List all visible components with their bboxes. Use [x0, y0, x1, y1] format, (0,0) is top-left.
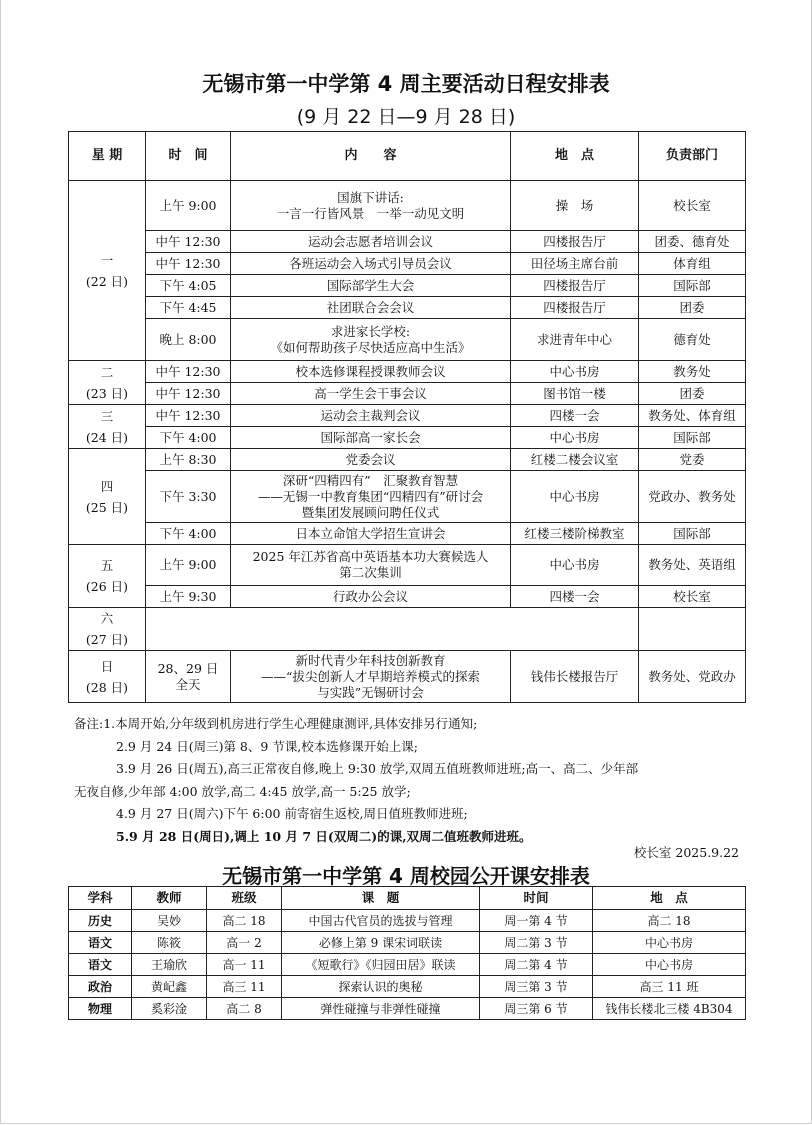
dept-cell: 党委	[639, 449, 746, 471]
content-cell: 日本立命馆大学招生宣讲会	[231, 523, 511, 545]
table-row	[69, 651, 746, 703]
content-cell: 国际部学生大会	[231, 275, 511, 297]
place-cell: 钱伟长楼报告厅	[511, 651, 639, 703]
day-label: 日	[100, 658, 114, 674]
place-cell: 图书馆一楼	[511, 383, 639, 405]
day-label: 一	[100, 252, 114, 268]
place-cell: 中心书房	[511, 471, 639, 523]
time-cell: 下午 4:00	[146, 427, 231, 449]
class-cell: 高三 11	[207, 976, 282, 998]
table-row	[69, 231, 746, 253]
empty-cell	[639, 608, 746, 651]
place-cell: 红楼二楼会议室	[511, 449, 639, 471]
time-cell: 下午 3:30	[146, 471, 231, 523]
note-3-continued: 无夜自修,少年部 4:00 放学,高二 4:45 放学,高一 5:25 放学;	[74, 783, 411, 799]
time-cell: 上午 8:30	[146, 449, 231, 471]
open-class-title: 无锡市第一中学第 4 周校园公开课安排表	[222, 864, 590, 888]
subject-cell: 政治	[69, 976, 132, 998]
header-dept: 负责部门	[639, 132, 746, 181]
place-cell: 高三 11 班	[593, 976, 746, 998]
dept-cell: 国际部	[639, 427, 746, 449]
dept-cell: 德育处	[639, 319, 746, 361]
dept-cell: 教务处	[639, 361, 746, 383]
time-cell: 上午 9:00	[146, 545, 231, 586]
day-label: 二	[100, 364, 114, 380]
day-date: (24 日)	[85, 429, 129, 445]
table-row	[69, 297, 746, 319]
content-cell: 校本选修课程授课教师会议	[231, 361, 511, 383]
table-row	[69, 275, 746, 297]
note-4: 4.9 月 27 日(周六)下午 6:00 前寄宿生返校,周日值班教师进班;	[116, 806, 468, 821]
time-cell: 上午 9:00	[146, 181, 231, 231]
subject-cell: 物理	[69, 998, 132, 1020]
table-row	[69, 932, 746, 954]
content-cell: 国际部高一家长会	[231, 427, 511, 449]
content-cell	[231, 471, 511, 523]
day-date: (23 日)	[85, 385, 129, 401]
content-cell	[231, 545, 511, 586]
dept-cell: 校长室	[639, 181, 746, 231]
day-date: (22 日)	[85, 273, 129, 289]
content-cell: 高一学生会干事会议	[231, 383, 511, 405]
time-cell: 中午 12:30	[146, 253, 231, 275]
header-class: 班级	[207, 887, 282, 910]
topic-cell: 必修上第 9 课宋词联读	[282, 932, 480, 954]
note-3: 3.9 月 26 日(周五),高三正常夜自修,晚上 9:30 放学,双周五值班教师进班;高一、高二、少年部	[116, 761, 639, 776]
teacher-cell: 吴妙	[132, 910, 207, 932]
dept-cell: 校长室	[639, 586, 746, 608]
dept-cell: 国际部	[639, 523, 746, 545]
header-place: 地 点	[593, 887, 746, 910]
day-cell-sat	[69, 608, 146, 651]
table-row	[69, 976, 746, 998]
time-line: 28、29 日	[157, 660, 219, 676]
dept-cell: 体育组	[639, 253, 746, 275]
content-line: 暨集团发展顾问聘任仪式	[301, 504, 440, 520]
content-cell: 运动会主裁判会议	[231, 405, 511, 427]
day-cell-tue	[69, 361, 146, 405]
subject-cell: 历史	[69, 910, 132, 932]
topic-cell: 《短歌行》《归园田居》联读	[282, 954, 480, 976]
content-line: 求进家长学校:	[330, 323, 411, 339]
table-row	[69, 910, 746, 932]
place-cell: 中心书房	[511, 545, 639, 586]
day-label: 六	[100, 611, 114, 626]
time-cell: 上午 9:30	[146, 586, 231, 608]
dept-cell: 团委	[639, 383, 746, 405]
table-row	[69, 523, 746, 545]
schedule-subtitle: (9 月 22 日—9 月 28 日)	[296, 106, 516, 128]
day-date: (26 日)	[85, 579, 129, 594]
notes-section	[74, 713, 749, 848]
day-label: 四	[100, 478, 114, 494]
teacher-cell: 陈筱	[132, 932, 207, 954]
schedule-title: 无锡市第一中学第 4 周主要活动日程安排表	[202, 72, 610, 96]
day-label: 五	[100, 558, 114, 573]
time-cell: 中午 12:30	[146, 361, 231, 383]
dept-cell: 教务处、英语组	[639, 545, 746, 586]
table-row	[69, 427, 746, 449]
teacher-cell: 奚彩淦	[132, 998, 207, 1020]
topic-cell: 中国古代官员的选拔与管理	[282, 910, 480, 932]
day-cell-sun	[69, 651, 146, 703]
content-line: 深研“四精四有” 汇聚教育智慧	[282, 472, 459, 488]
time-cell: 中午 12:30	[146, 405, 231, 427]
time-cell: 周一第 4 节	[480, 910, 593, 932]
table-row	[69, 405, 746, 427]
time-cell: 晚上 8:00	[146, 319, 231, 361]
day-cell-thu	[69, 449, 146, 545]
table-row	[69, 361, 746, 383]
table-row	[69, 319, 746, 361]
place-cell: 田径场主席台前	[511, 253, 639, 275]
content-line: 国旗下讲话:	[337, 189, 404, 205]
dept-cell: 教务处、党政办	[639, 651, 746, 703]
time-cell: 中午 12:30	[146, 231, 231, 253]
dept-cell: 团委、德育处	[639, 231, 746, 253]
schedule-header-row	[69, 132, 746, 181]
class-cell: 高二 8	[207, 998, 282, 1020]
table-row	[69, 181, 746, 231]
table-row	[69, 954, 746, 976]
table-row	[69, 383, 746, 405]
note-2: 2.9 月 24 日(周三)第 8、9 节课,校本选修课开始上课;	[116, 738, 418, 754]
topic-cell: 探索认识的奥秘	[282, 976, 480, 998]
place-cell: 高二 18	[593, 910, 746, 932]
header-place: 地 点	[511, 132, 639, 181]
header-time: 时间	[480, 887, 593, 910]
time-cell: 下午 4:45	[146, 297, 231, 319]
class-cell: 高一 11	[207, 954, 282, 976]
header-content: 内 容	[231, 132, 511, 181]
content-cell: 党委会议	[231, 449, 511, 471]
subject-cell: 语文	[69, 932, 132, 954]
content-line: 一言一行皆风景 一举一动见文明	[276, 205, 465, 221]
content-cell	[231, 181, 511, 231]
time-cell: 下午 4:05	[146, 275, 231, 297]
place-cell: 四楼一会	[511, 586, 639, 608]
time-cell: 中午 12:30	[146, 383, 231, 405]
class-cell: 高一 2	[207, 932, 282, 954]
content-line: 《如何帮助孩子尽快适应高中生活》	[270, 339, 471, 355]
place-cell: 四楼一会	[511, 405, 639, 427]
place-cell: 中心书房	[593, 932, 746, 954]
open-class-table	[68, 886, 746, 1020]
time-cell: 周三第 6 节	[480, 998, 593, 1020]
day-cell-mon	[69, 181, 146, 361]
header-subject: 学科	[69, 887, 132, 910]
place-cell: 中心书房	[593, 954, 746, 976]
place-cell: 红楼三楼阶梯教室	[511, 523, 639, 545]
time-cell: 下午 4:00	[146, 523, 231, 545]
table-row	[69, 586, 746, 608]
content-line: ——无锡一中教育集团“四精四有”研讨会	[257, 488, 484, 504]
signature: 校长室 2025.9.22	[633, 845, 739, 860]
place-cell: 求进青年中心	[511, 319, 639, 361]
time-cell	[146, 651, 231, 703]
class-cell: 高二 18	[207, 910, 282, 932]
day-date: (25 日)	[85, 499, 129, 515]
content-cell	[231, 651, 511, 703]
content-cell: 各班运动会入场式引导员会议	[231, 253, 511, 275]
place-cell: 四楼报告厅	[511, 297, 639, 319]
content-cell: 行政办公会议	[231, 586, 511, 608]
place-cell: 操 场	[511, 181, 639, 231]
place-cell: 四楼报告厅	[511, 275, 639, 297]
content-line: 新时代青少年科技创新教育	[295, 652, 446, 668]
subject-cell: 语文	[69, 954, 132, 976]
content-cell: 运动会志愿者培训会议	[231, 231, 511, 253]
dept-cell: 党政办、教务处	[639, 471, 746, 523]
table-row	[69, 998, 746, 1020]
teacher-cell: 王瑜欣	[132, 954, 207, 976]
content-line: 第二次集训	[339, 565, 402, 580]
place-cell: 钱伟长楼北三楼 4B304	[593, 998, 746, 1020]
table-row	[69, 449, 746, 471]
table-row	[69, 545, 746, 586]
dept-cell: 团委	[639, 297, 746, 319]
time-cell: 周二第 3 节	[480, 932, 593, 954]
content-line: 2025 年江苏省高中英语基本功大赛候选人	[252, 549, 489, 564]
time-line: 全天	[175, 676, 201, 692]
activity-schedule-table	[68, 131, 746, 703]
time-cell: 周三第 3 节	[480, 976, 593, 998]
note-5: 5.9 月 28 日(周日),调上 10 月 7 日(双周二)的课,双周二值班教师进班。	[116, 828, 532, 844]
time-cell: 周二第 4 节	[480, 954, 593, 976]
table-row	[69, 253, 746, 275]
content-cell: 社团联合会会议	[231, 297, 511, 319]
dept-cell: 国际部	[639, 275, 746, 297]
place-cell: 中心书房	[511, 427, 639, 449]
day-date: (27 日)	[85, 632, 129, 647]
header-teacher: 教师	[132, 887, 207, 910]
place-cell: 四楼报告厅	[511, 231, 639, 253]
content-line: 与实践”无锡研讨会	[317, 684, 424, 700]
teacher-cell: 黄屺鑫	[132, 976, 207, 998]
dept-cell: 教务处、体育组	[639, 405, 746, 427]
day-label: 三	[100, 408, 114, 424]
header-topic: 课 题	[282, 887, 480, 910]
header-day: 星 期	[69, 132, 146, 181]
open-class-header-row	[69, 887, 746, 910]
day-cell-fri	[69, 545, 146, 608]
table-row	[69, 608, 746, 651]
day-cell-wed	[69, 405, 146, 449]
table-row	[69, 471, 746, 523]
header-time: 时 间	[146, 132, 231, 181]
empty-cell	[146, 608, 639, 651]
topic-cell: 弹性碰撞与非弹性碰撞	[282, 998, 480, 1020]
content-cell	[231, 319, 511, 361]
content-line: ——“拔尖创新人才早期培养模式的探索	[261, 668, 480, 684]
place-cell: 中心书房	[511, 361, 639, 383]
note-1: 备注:1.本周开始,分年级到机房进行学生心理健康测评,具体安排另行通知;	[74, 716, 478, 731]
day-date: (28 日)	[85, 679, 129, 695]
